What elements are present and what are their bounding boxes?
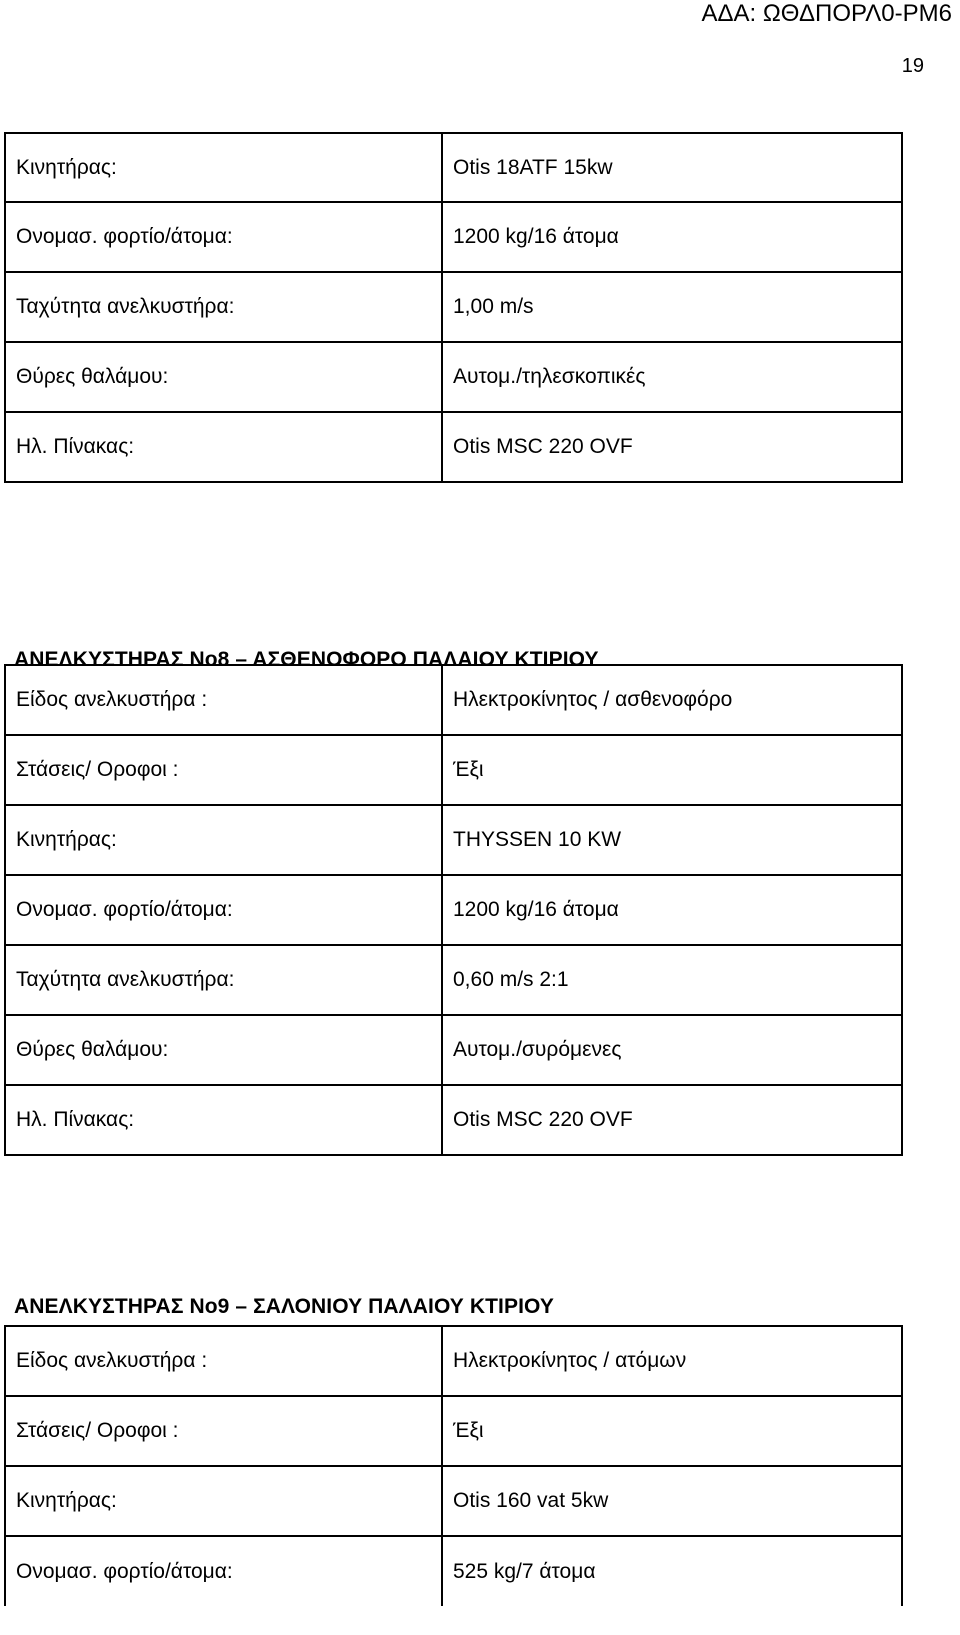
table-row [5,1085,902,1155]
table-row [5,1396,902,1466]
row-label: Ονομασ. φορτίο/άτομα: [5,202,442,272]
specs-table-elevator-8 [4,664,903,1156]
row-value: Έξι [442,735,902,805]
row-label: Είδος ανελκυστήρα : [5,665,442,735]
table-row [5,735,902,805]
row-label: Κινητήρας: [5,805,442,875]
table-row [5,1466,902,1536]
row-label: Στάσεις/ Οροφοι : [5,1396,442,1466]
table-row [5,945,902,1015]
row-value: Otis MSC 220 OVF [442,1085,902,1155]
row-value: Αυτομ./τηλεσκοπικές [442,342,902,412]
table-row [5,202,902,272]
row-value: Αυτομ./συρόμενες [442,1015,902,1085]
row-label: Στάσεις/ Οροφοι : [5,735,442,805]
row-label: Θύρες θαλάμου: [5,1015,442,1085]
section-heading-elevator-9: ΑΝΕΛΚΥΣΤΗΡΑΣ Νο9 – ΣΑΛΟΝΙΟΥ ΠΑΛΑΙΟΥ ΚΤΙΡΙΟΥ [14,1295,554,1318]
table-row [5,1536,902,1606]
row-label: Ηλ. Πίνακας: [5,1085,442,1155]
table-row [5,875,902,945]
row-value: THYSSEN 10 KW [442,805,902,875]
row-label: Ταχύτητα ανελκυστήρα: [5,272,442,342]
row-label: Κινητήρας: [5,133,442,202]
row-label: Ταχύτητα ανελκυστήρα: [5,945,442,1015]
row-value: 1,00 m/s [442,272,902,342]
row-value: 1200 kg/16 άτομα [442,875,902,945]
specs-table-continued [4,132,903,483]
table-row [5,342,902,412]
row-value: Otis 18ATF 15kw [442,133,902,202]
row-label: Κινητήρας: [5,1466,442,1536]
row-value: Otis 160 vat 5kw [442,1466,902,1536]
row-value: 525 kg/7 άτομα [442,1536,902,1606]
row-value: Otis MSC 220 OVF [442,412,902,482]
page-number: 19 [901,55,924,77]
row-label: Είδος ανελκυστήρα : [5,1326,442,1396]
row-label: Ονομασ. φορτίο/άτομα: [5,875,442,945]
document-id: ΑΔΑ: ΩΘΔΠΟΡΛ0-ΡΜ6 [701,0,952,27]
row-label: Θύρες θαλάμου: [5,342,442,412]
row-label: Ηλ. Πίνακας: [5,412,442,482]
row-value: Έξι [442,1396,902,1466]
table-row [5,412,902,482]
specs-table-elevator-9 [4,1325,903,1606]
row-label: Ονομασ. φορτίο/άτομα: [5,1536,442,1606]
table-row [5,133,902,202]
row-value: Ηλεκτροκίνητος / ασθενοφόρο [442,665,902,735]
table-row [5,1015,902,1085]
row-value: Ηλεκτροκίνητος / ατόμων [442,1326,902,1396]
table-row [5,1326,902,1396]
table-row [5,805,902,875]
section-heading-elevator-8: ΑΝΕΛΚΥΣΤΗΡΑΣ Νο8 – ΑΣΘΕΝΟΦΟΡΟ ΠΑΛΑΙΟΥ ΚΤΙΡΙΟΥ [14,648,599,671]
table-row [5,665,902,735]
table-row [5,272,902,342]
row-value: 0,60 m/s 2:1 [442,945,902,1015]
row-value: 1200 kg/16 άτομα [442,202,902,272]
